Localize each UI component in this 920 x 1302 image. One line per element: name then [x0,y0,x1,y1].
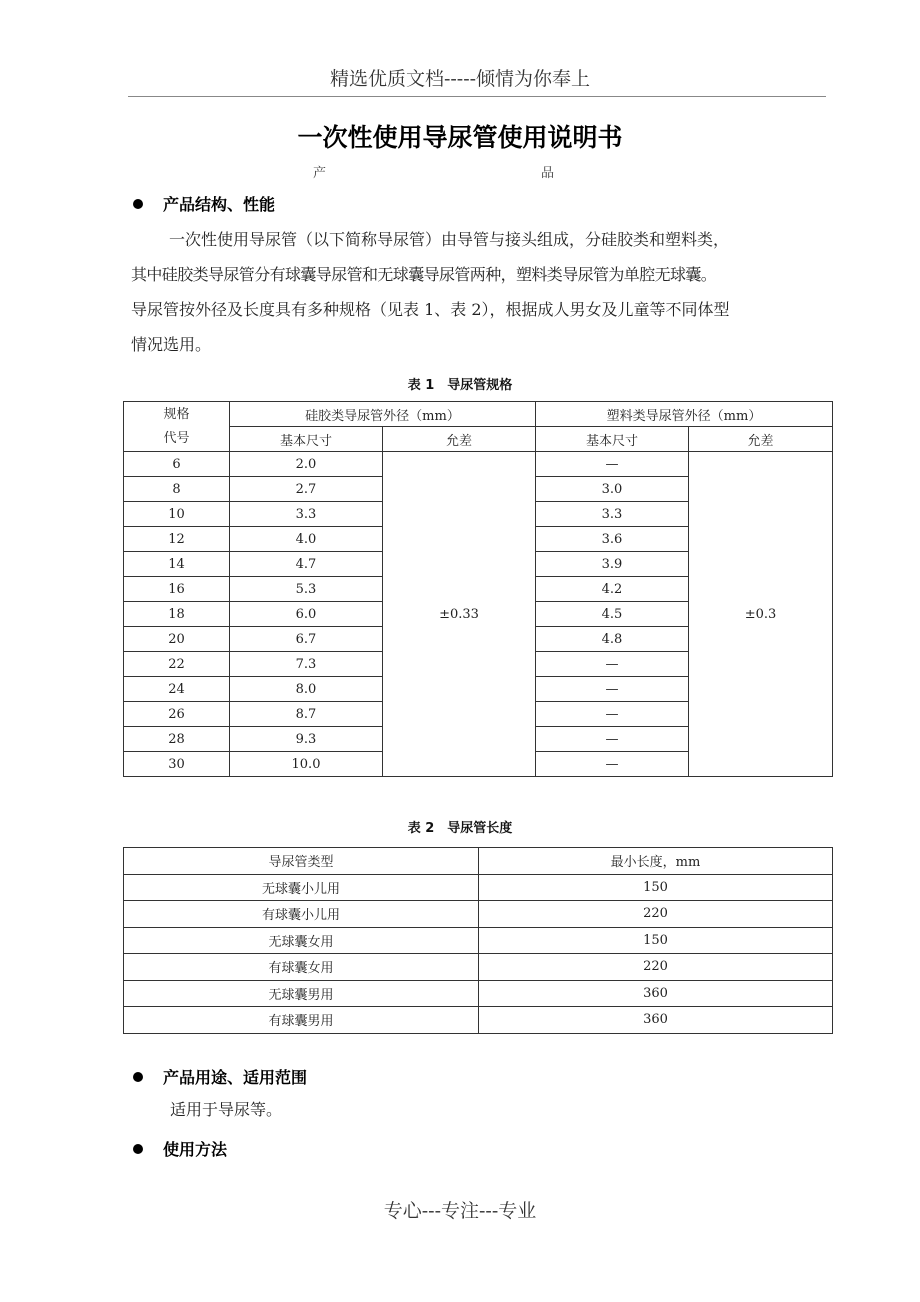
header-spec-code-line1: 规格 [163,406,190,422]
intro-line: 一次性使用导尿管（以下简称导尿管）由导管与接头组成，分硅胶类和塑料类， [169,230,730,249]
section-heading-text: 使用方法 [163,1140,228,1159]
intro-line: 其中硅胶类导尿管分有球囊导尿管和无球囊导尿管两种，塑料类导尿管为单腔无球囊。 [131,265,717,284]
section-heading-usage-method [133,1137,227,1160]
bullet-icon [133,1144,143,1154]
header-plastic-basic: 基本尺寸 [536,427,689,452]
page-header: 精选优质文档-----倾情为你奉上 [329,68,591,90]
section-heading-structure [133,192,275,215]
cell-silicone-basic: 8.7 [230,702,383,727]
intro-line: 导尿管按外径及长度具有多种规格（见表 1、表 2），根据成人男女及儿童等不同体型 [131,300,730,319]
header-silicone-basic: 基本尺寸 [230,427,383,452]
cell-min-length: 220 [479,901,833,928]
cell-catheter-type: 无球囊小儿用 [124,874,479,901]
cell-plastic-basic: 3.9 [536,552,689,577]
table-row [124,1007,833,1034]
cell-plastic-basic: 4.8 [536,627,689,652]
bullet-icon [133,199,143,209]
table-row [124,927,833,954]
cell-spec-code: 8 [124,477,230,502]
cell-plastic-basic: 4.5 [536,602,689,627]
cell-silicone-basic: 5.3 [230,577,383,602]
cell-catheter-type: 有球囊小儿用 [124,901,479,928]
cell-silicone-basic: 4.0 [230,527,383,552]
cell-silicone-basic: 6.7 [230,627,383,652]
table-catheter-specs [123,401,833,777]
section-heading-usage-scope [133,1065,307,1088]
cell-silicone-tolerance: ±0.33 [383,452,536,777]
header-min-length: 最小长度，mm [479,848,833,875]
cell-plastic-basic: — [536,702,689,727]
cell-catheter-type: 有球囊男用 [124,1007,479,1034]
cell-silicone-basic: 4.7 [230,552,383,577]
product-label-char-2: 品 [541,166,555,181]
cell-silicone-basic: 7.3 [230,652,383,677]
cell-min-length: 360 [479,1007,833,1034]
page-footer: 专心---专注---专业 [383,1200,537,1222]
header-plastic-tolerance: 允差 [689,427,833,452]
bullet-icon [133,1072,143,1082]
header-catheter-type: 导尿管类型 [124,848,479,875]
cell-plastic-basic: — [536,752,689,777]
header-silicone: 硅胶类导尿管外径（mm） [230,402,536,427]
cell-plastic-tolerance: ±0.3 [689,452,833,777]
cell-plastic-basic: — [536,677,689,702]
cell-min-length: 150 [479,874,833,901]
cell-spec-code: 6 [124,452,230,477]
cell-spec-code: 22 [124,652,230,677]
document-title: 一次性使用导尿管使用说明书 [297,123,623,152]
cell-catheter-type: 无球囊男用 [124,980,479,1007]
cell-plastic-basic: 3.0 [536,477,689,502]
cell-spec-code: 18 [124,602,230,627]
table-row [124,901,833,928]
cell-catheter-type: 有球囊女用 [124,954,479,981]
product-label-char-1: 产 [313,166,327,181]
cell-spec-code: 10 [124,502,230,527]
cell-silicone-basic: 8.0 [230,677,383,702]
cell-plastic-basic: — [536,727,689,752]
section-heading-text: 产品结构、性能 [163,195,276,214]
table-row [124,874,833,901]
cell-plastic-basic: — [536,652,689,677]
cell-min-length: 360 [479,980,833,1007]
cell-spec-code: 30 [124,752,230,777]
table-row [124,980,833,1007]
cell-min-length: 150 [479,927,833,954]
header-spec-code [124,402,230,452]
cell-plastic-basic: 4.2 [536,577,689,602]
header-divider [128,96,826,97]
cell-spec-code: 24 [124,677,230,702]
cell-spec-code: 26 [124,702,230,727]
header-plastic: 塑料类导尿管外径（mm） [536,402,833,427]
cell-min-length: 220 [479,954,833,981]
table-row [124,452,833,477]
cell-spec-code: 12 [124,527,230,552]
header-silicone-tolerance: 允差 [383,427,536,452]
header-spec-code-line2: 代号 [163,430,190,446]
cell-silicone-basic: 9.3 [230,727,383,752]
usage-scope-text: 适用于导尿等。 [170,1100,283,1119]
cell-spec-code: 20 [124,627,230,652]
cell-silicone-basic: 2.7 [230,477,383,502]
cell-spec-code: 16 [124,577,230,602]
table2-caption: 表 2 导尿管长度 [407,821,513,836]
table-catheter-length [123,847,833,1034]
cell-spec-code: 28 [124,727,230,752]
cell-silicone-basic: 6.0 [230,602,383,627]
cell-silicone-basic: 3.3 [230,502,383,527]
table-row [124,954,833,981]
intro-paragraph [131,222,831,362]
cell-plastic-basic: 3.6 [536,527,689,552]
section-heading-text: 产品用途、适用范围 [163,1068,308,1087]
cell-spec-code: 14 [124,552,230,577]
cell-silicone-basic: 2.0 [230,452,383,477]
table1-caption: 表 1 导尿管规格 [407,378,513,393]
cell-plastic-basic: — [536,452,689,477]
cell-silicone-basic: 10.0 [230,752,383,777]
intro-line: 情况选用。 [131,335,212,354]
cell-catheter-type: 无球囊女用 [124,927,479,954]
cell-plastic-basic: 3.3 [536,502,689,527]
